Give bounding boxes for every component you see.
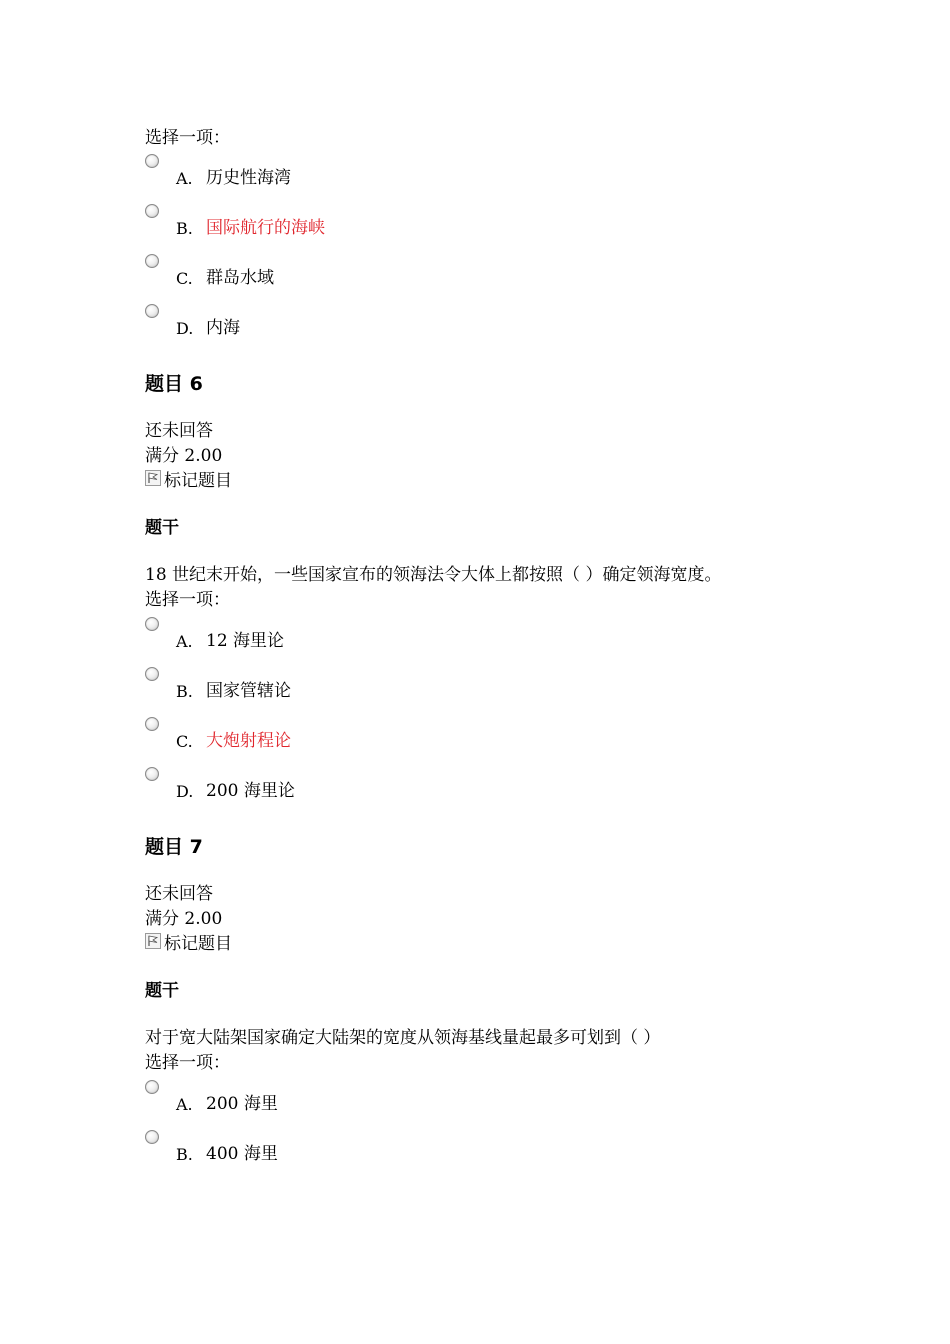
q6-question: 18 世纪末开始，一些国家宣布的领海法令大体上都按照（ ）确定领海宽度。 <box>145 565 722 585</box>
flag-icon-graphic <box>147 935 159 947</box>
q5-option-c-letter: C. <box>176 269 193 288</box>
q6-option-c-letter: C. <box>176 732 193 751</box>
q6-status: 还未回答 <box>145 421 213 441</box>
q6-stem-label: 题干 <box>145 518 179 538</box>
q7-option-b-radio[interactable] <box>145 1130 159 1144</box>
q5-option-b-radio[interactable] <box>145 204 159 218</box>
q7-flag-label[interactable]: 标记题目 <box>164 934 232 954</box>
q6-option-b-text[interactable]: 国家管辖论 <box>206 681 291 701</box>
flag-icon-graphic <box>147 472 159 484</box>
q7-title: 题目 7 <box>145 836 203 858</box>
q6-prompt: 选择一项： <box>145 590 230 610</box>
flag-icon[interactable] <box>145 933 161 949</box>
q6-option-c-radio[interactable] <box>145 717 159 731</box>
q5-prompt: 选择一项： <box>145 128 230 148</box>
q5-option-a-letter: A. <box>176 169 193 188</box>
q6-option-b-radio[interactable] <box>145 667 159 681</box>
q5-option-d-radio[interactable] <box>145 304 159 318</box>
q7-stem-label: 题干 <box>145 981 179 1001</box>
q7-option-b-text[interactable]: 400 海里 <box>206 1144 278 1164</box>
q7-score: 满分 2.00 <box>145 909 223 929</box>
q7-option-a-text[interactable]: 200 海里 <box>206 1094 278 1114</box>
q7-option-a-letter: A. <box>176 1095 193 1114</box>
q5-option-d-text[interactable]: 内海 <box>206 318 240 338</box>
q6-option-d-radio[interactable] <box>145 767 159 781</box>
q6-option-d-letter: D. <box>176 782 194 801</box>
q5-option-a-radio[interactable] <box>145 154 159 168</box>
q7-question: 对于宽大陆架国家确定大陆架的宽度从领海基线量起最多可划到（ ） <box>145 1028 661 1048</box>
q6-option-d-text[interactable]: 200 海里论 <box>206 781 295 801</box>
q7-prompt: 选择一项： <box>145 1053 230 1073</box>
q5-option-c-text[interactable]: 群岛水域 <box>206 268 274 288</box>
q6-flag-label[interactable]: 标记题目 <box>164 471 232 491</box>
q5-option-a-text[interactable]: 历史性海湾 <box>206 168 291 188</box>
flag-icon[interactable] <box>145 470 161 486</box>
q6-option-b-letter: B. <box>176 682 193 701</box>
q5-option-b-letter: B. <box>176 219 193 238</box>
q7-option-a-radio[interactable] <box>145 1080 159 1094</box>
q5-option-d-letter: D. <box>176 319 194 338</box>
q6-option-a-letter: A. <box>176 632 193 651</box>
q6-score: 满分 2.00 <box>145 446 223 466</box>
q7-status: 还未回答 <box>145 884 213 904</box>
q5-option-c-radio[interactable] <box>145 254 159 268</box>
q6-title: 题目 6 <box>145 373 203 395</box>
q5-option-b-text[interactable]: 国际航行的海峡 <box>206 218 325 238</box>
q6-option-a-radio[interactable] <box>145 617 159 631</box>
q6-option-a-text[interactable]: 12 海里论 <box>206 631 285 651</box>
q7-option-b-letter: B. <box>176 1145 193 1164</box>
q6-option-c-text[interactable]: 大炮射程论 <box>206 731 291 751</box>
